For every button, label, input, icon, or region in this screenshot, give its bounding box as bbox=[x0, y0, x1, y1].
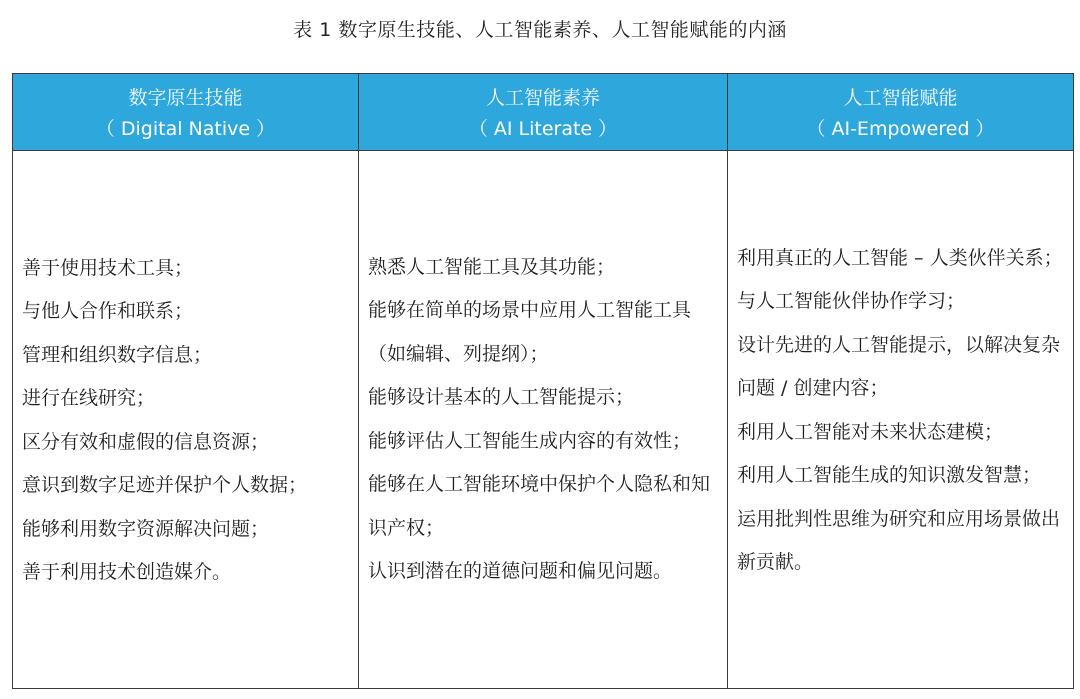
list-item: 认识到潜在的道德问题和偏见问题。 bbox=[368, 560, 673, 582]
header-title: 人工智能素养 bbox=[485, 87, 600, 109]
list-item: 能够在人工智能环境中保护个人隐私和知识产权； bbox=[368, 473, 711, 539]
cell-ai-literate bbox=[359, 151, 728, 689]
header-subtitle: （ AI Literate ） bbox=[468, 118, 618, 140]
list-item: 熟悉人工智能工具及其功能； bbox=[368, 255, 616, 278]
table-body-row bbox=[13, 151, 1074, 689]
list-item: 能够设计基本的人工智能提示； bbox=[368, 386, 635, 408]
list-item: 进行在线研究； bbox=[22, 387, 156, 409]
header-digital-native bbox=[13, 74, 359, 151]
list-item: 能够在简单的场景中应用人工智能工具（如编辑、列提纲）； bbox=[368, 299, 692, 365]
list-item: 意识到数字足迹并保护个人数据； bbox=[22, 474, 308, 496]
header-title: 人工智能赋能 bbox=[843, 87, 958, 109]
list-item: 与人工智能伙伴协作学习； bbox=[737, 290, 966, 312]
header-subtitle: （ Digital Native ） bbox=[95, 118, 276, 140]
list-item: 能够评估人工智能生成内容的有效性； bbox=[368, 429, 692, 452]
table-header-row bbox=[13, 74, 1074, 151]
cell-ai-empowered bbox=[728, 151, 1074, 689]
meaning-table bbox=[12, 73, 1074, 689]
header-ai-literate bbox=[359, 74, 728, 151]
header-subtitle: （ AI-Empowered ） bbox=[806, 118, 995, 140]
table-caption: 表 1 数字原生技能、人工智能素养、人工智能赋能的内涵 bbox=[293, 19, 787, 41]
list-item: 区分有效和虚假的信息资源； bbox=[22, 430, 270, 453]
cell-digital-native bbox=[13, 151, 359, 689]
header-ai-empowered bbox=[728, 74, 1074, 151]
list-item: 设计先进的人工智能提示，以解决复杂问题 / 创建内容； bbox=[737, 333, 1061, 399]
list-item: 利用人工智能生成的知识激发智慧； bbox=[737, 464, 1042, 486]
list-item: 能够利用数字资源解决问题； bbox=[22, 517, 270, 540]
list-item: 与他人合作和联系； bbox=[22, 300, 194, 322]
list-item: 利用人工智能对未来状态建模； bbox=[737, 420, 1004, 443]
list-item: 利用真正的人工智能 – 人类伙伴关系； bbox=[737, 246, 1063, 269]
list-item: 善于使用技术工具； bbox=[22, 256, 194, 279]
header-title: 数字原生技能 bbox=[128, 87, 243, 109]
list-item: 运用批判性思维为研究和应用场景做出新贡献。 bbox=[737, 507, 1061, 573]
list-item: 善于利用技术创造媒介。 bbox=[22, 561, 232, 583]
list-item: 管理和组织数字信息； bbox=[22, 343, 213, 366]
